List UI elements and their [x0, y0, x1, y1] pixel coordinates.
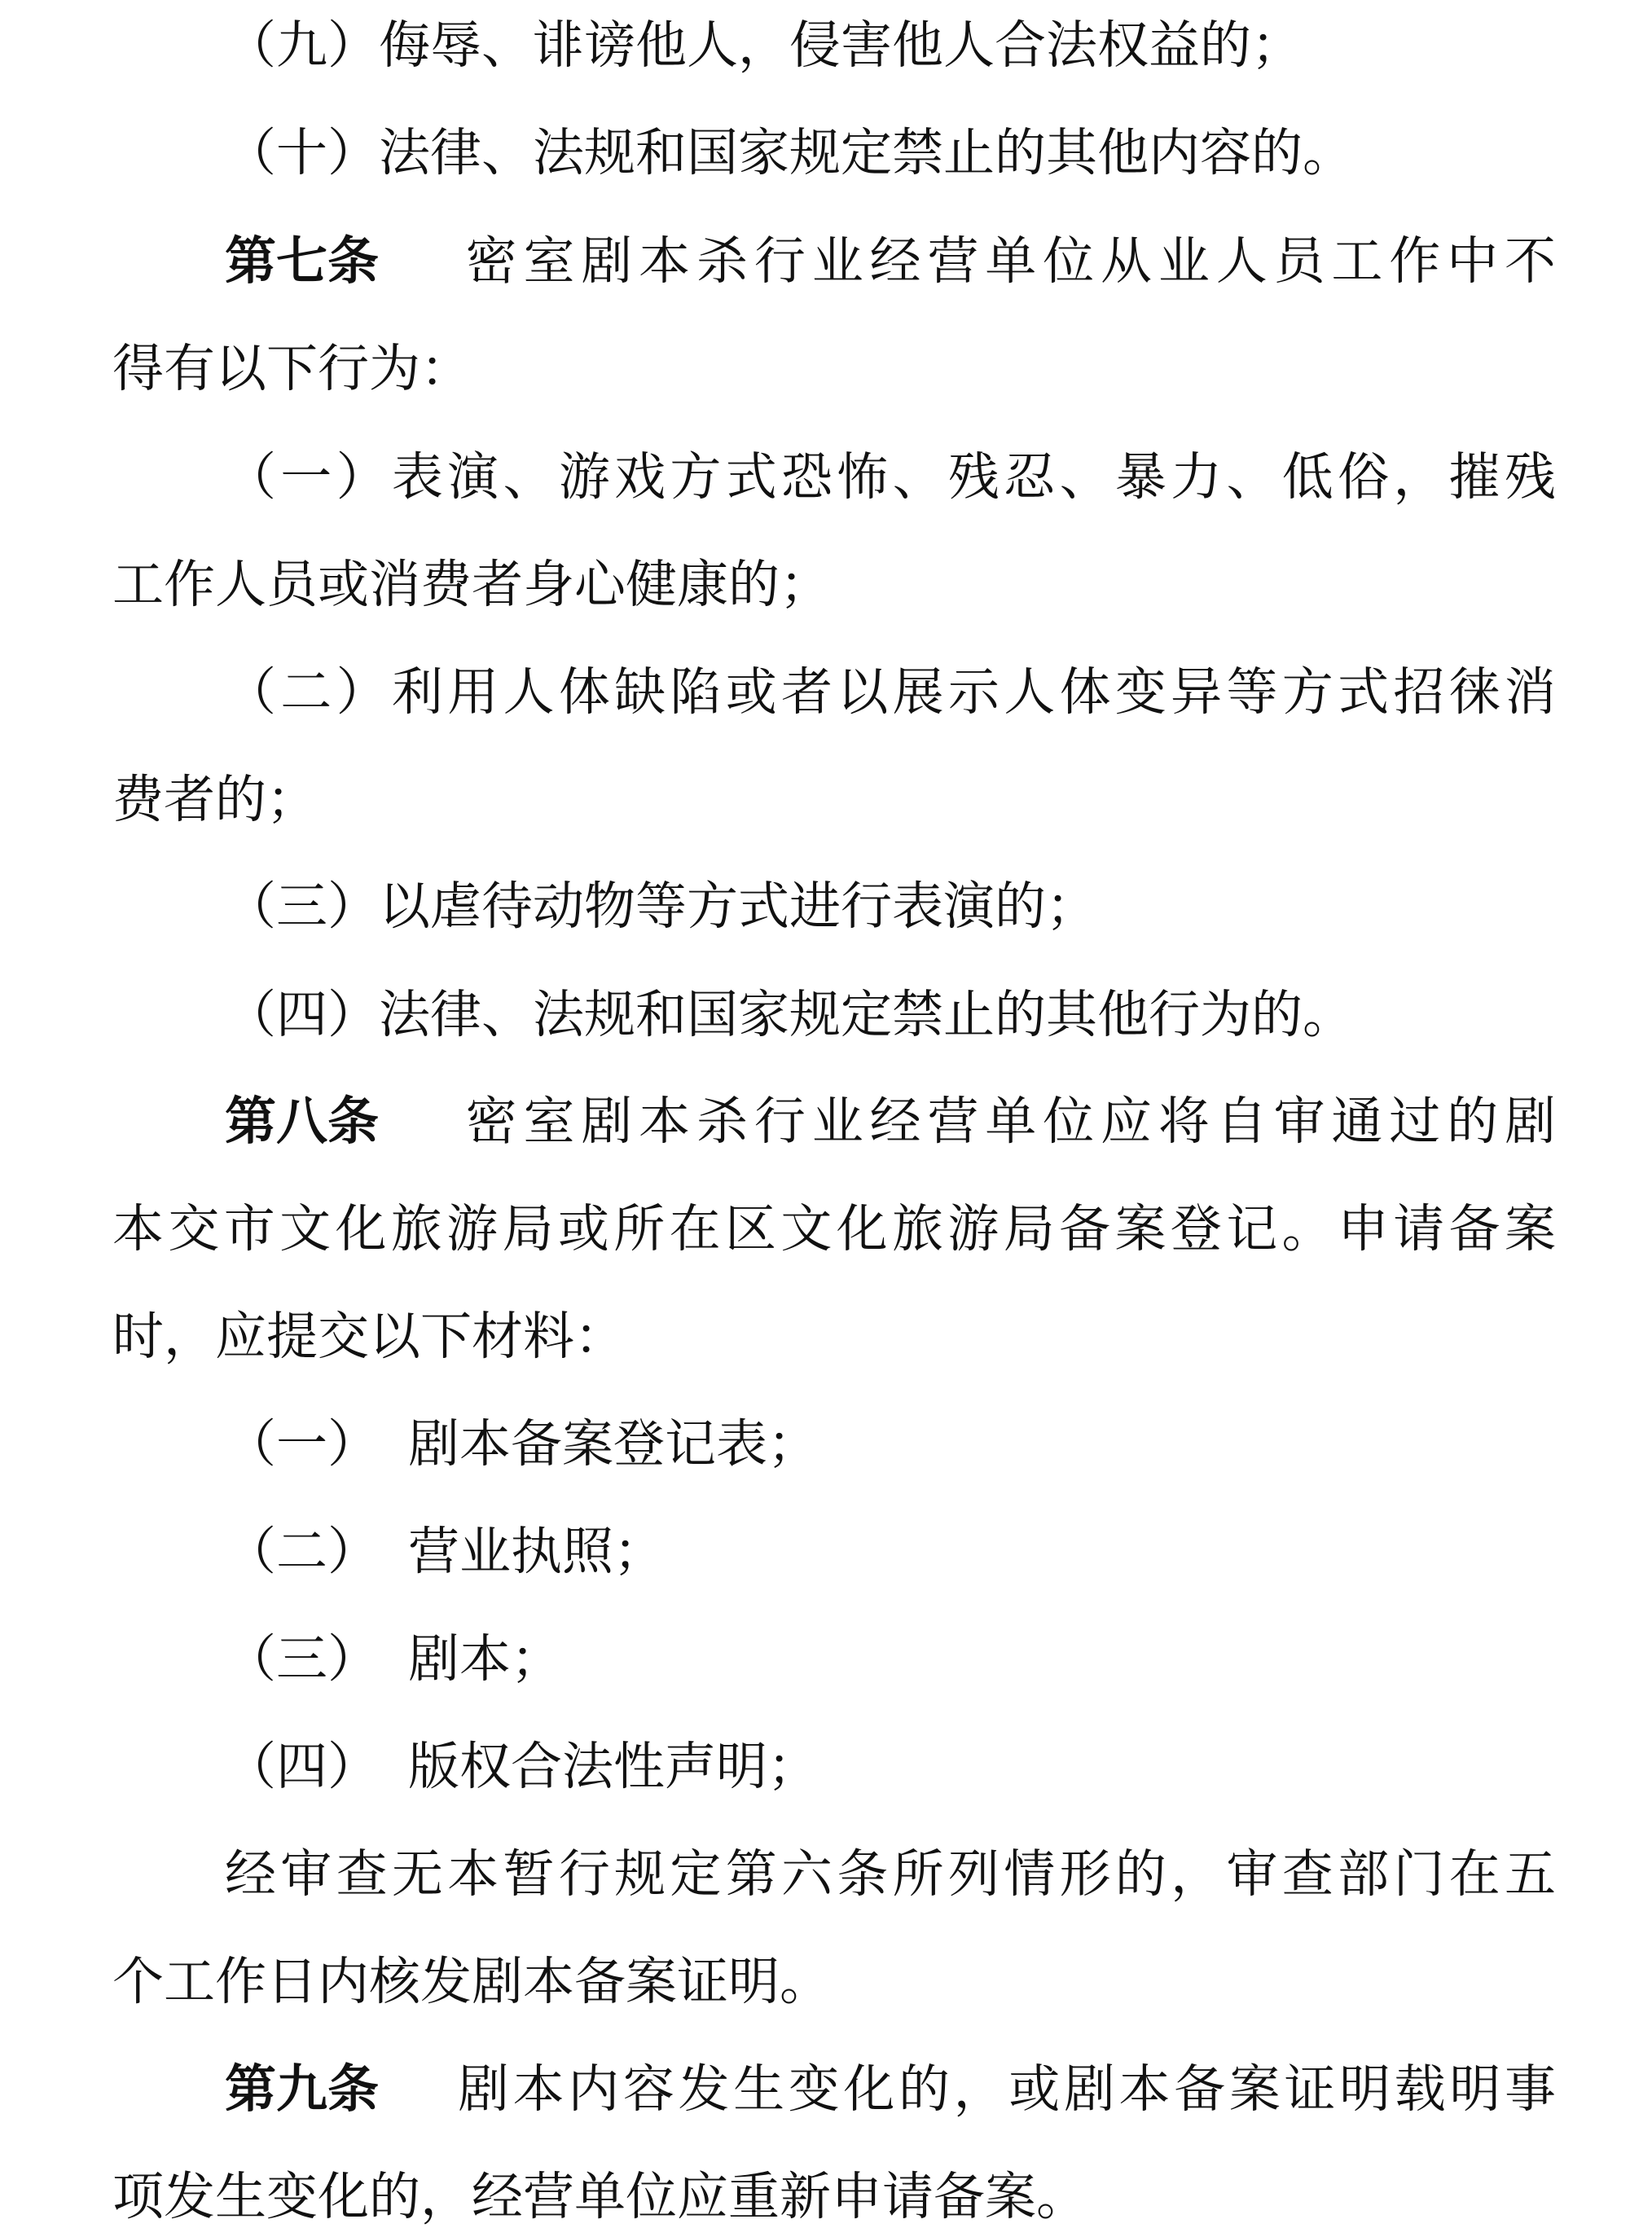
- list-item: [225, 1521, 1556, 1583]
- list-item-label: （一）: [225, 1414, 379, 1474]
- article-8-heading: 第八条: [225, 1092, 379, 1151]
- list-item-text: 版权合法性声明；: [408, 1737, 819, 1796]
- text-line: （九）侮辱、诽谤他人，侵害他人合法权益的；: [225, 15, 1303, 75]
- article-7-heading: 第七条: [225, 231, 379, 291]
- text-line: 本交市文化旅游局或所在区文化旅游局备案登记。申请备案: [112, 1199, 1556, 1259]
- list-item-label: （三）: [225, 1629, 379, 1689]
- text-line: 项发生变化的，经营单位应重新申请备案。: [112, 2167, 1087, 2226]
- text-line: （二）利用人体缺陷或者以展示人体变异等方式招徕消: [225, 662, 1556, 722]
- article-7-first-line: [225, 231, 1556, 292]
- list-item: [225, 1628, 1556, 1690]
- text-span: 密室剧本杀行业经营单位从业人员工作中不: [465, 231, 1556, 291]
- list-item-label: （四）: [225, 1737, 379, 1796]
- article-9-heading: 第九条: [225, 2059, 379, 2119]
- list-item: [225, 1736, 1556, 1798]
- list-item: [225, 1413, 1556, 1475]
- text-line: 工作人员或消费者身心健康的；: [112, 555, 831, 614]
- text-line: 个工作日内核发剧本备案证明。: [112, 1952, 831, 2011]
- list-item-text: 剧本备案登记表；: [408, 1414, 819, 1474]
- text-span: 剧本内容发生变化的，或剧本备案证明载明事: [457, 2059, 1557, 2119]
- list-item-text: 剧本；: [408, 1629, 562, 1689]
- article-8-first-line: [225, 1091, 1556, 1153]
- text-line: 得有以下行为：: [112, 339, 472, 398]
- text-line: 费者的；: [112, 770, 318, 829]
- text-line: （一）表演、游戏方式恐怖、残忍、暴力、低俗，摧残: [225, 447, 1556, 507]
- text-line: （四）法律、法规和国家规定禁止的其他行为的。: [225, 985, 1354, 1044]
- text-line: （十）法律、法规和国家规定禁止的其他内容的。: [225, 123, 1354, 182]
- article-9-first-line: [225, 2059, 1556, 2120]
- text-span: 密室剧本杀行业经营单位应将自审通过的剧: [465, 1092, 1556, 1151]
- text-line: （三）以虐待动物等方式进行表演的；: [225, 877, 1097, 936]
- text-line: 经审查无本暂行规定第六条所列情形的，审查部门在五: [225, 1844, 1556, 1904]
- text-line: 时，应提交以下材料：: [112, 1307, 626, 1366]
- list-item-label: （二）: [225, 1522, 379, 1581]
- list-item-text: 营业执照；: [408, 1522, 665, 1581]
